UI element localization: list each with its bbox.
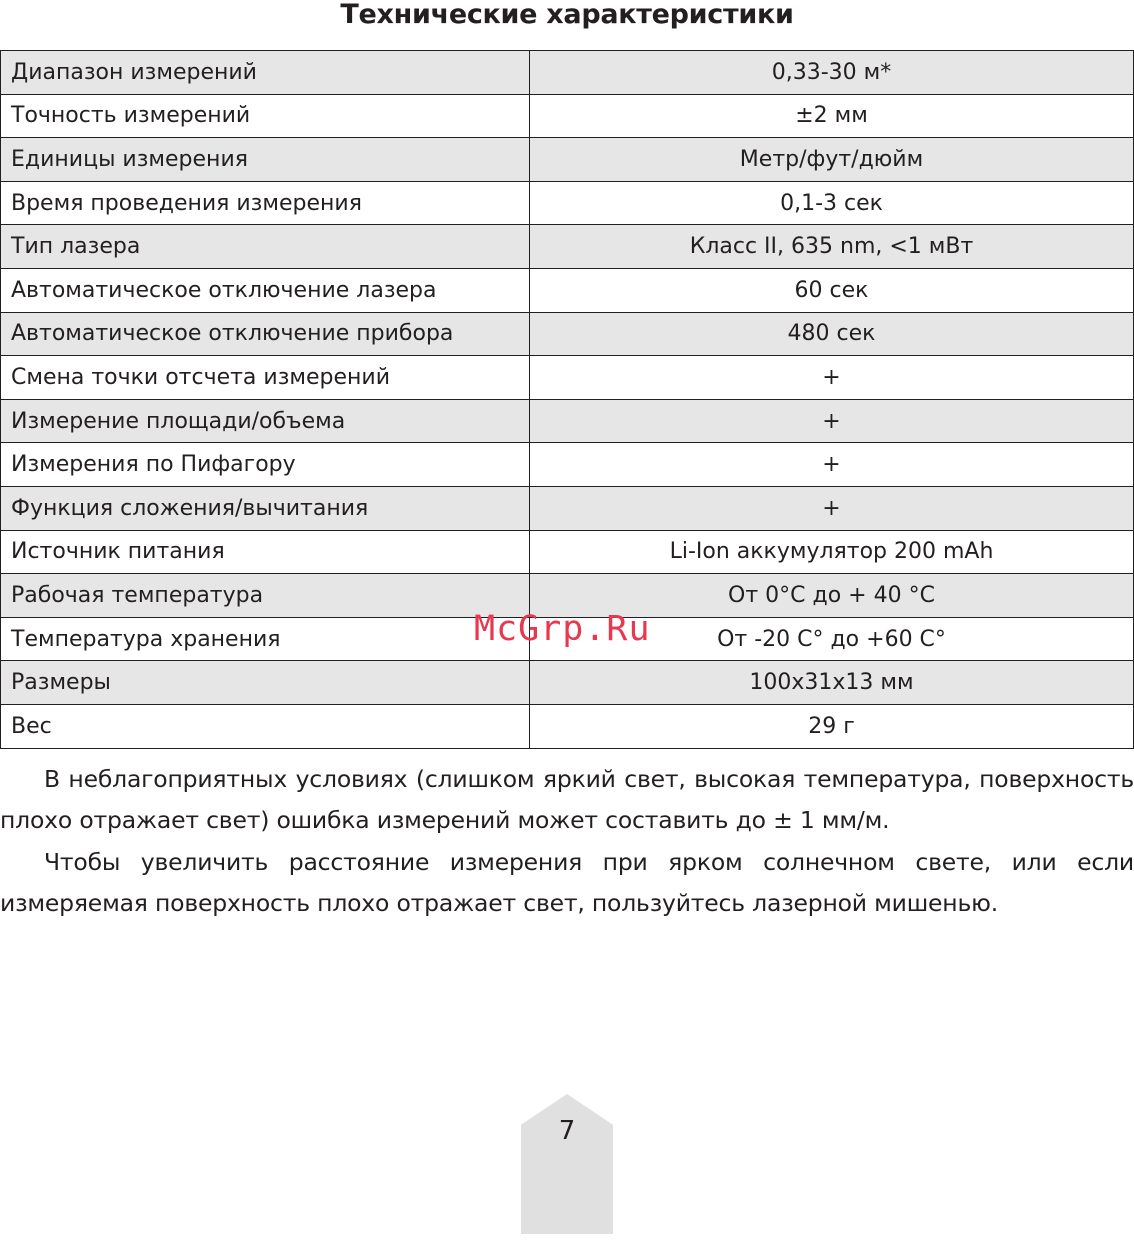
note-paragraph: Чтобы увеличить расстояние измерения при ярком солнечном свете, или если измеряемая поверхность плохо отражает свет, пользуйтесь лазерной мишенью. — [0, 848, 1134, 917]
spec-value: ±2 мм — [530, 94, 1134, 138]
spec-name: Автоматическое отключение прибора — [1, 312, 530, 356]
spec-name: Источник питания — [1, 530, 530, 574]
spec-name: Единицы измерения — [1, 138, 530, 182]
spec-name: Размеры — [1, 661, 530, 705]
spec-value: + — [530, 486, 1134, 530]
table-row — [1, 312, 1134, 356]
spec-value: 100x31x13 мм — [530, 661, 1134, 705]
table-row — [1, 356, 1134, 400]
spec-value: 0,33-30 м* — [530, 51, 1134, 95]
spec-name: Автоматическое отключение лазера — [1, 268, 530, 312]
spec-value: От -20 С° до +60 С° — [530, 617, 1134, 661]
table-row — [1, 181, 1134, 225]
spec-value: + — [530, 356, 1134, 400]
spec-name: Вес — [1, 704, 530, 748]
spec-value: + — [530, 443, 1134, 487]
table-row — [1, 443, 1134, 487]
spec-name: Тип лазера — [1, 225, 530, 269]
spec-value: Класс II, 635 nm, <1 мВт — [530, 225, 1134, 269]
spec-name: Смена точки отсчета измерений — [1, 356, 530, 400]
table-row — [1, 704, 1134, 748]
table-row — [1, 661, 1134, 705]
spec-name: Точность измерений — [1, 94, 530, 138]
table-row — [1, 94, 1134, 138]
spec-value: 29 г — [530, 704, 1134, 748]
spec-name: Измерение площади/объема — [1, 399, 530, 443]
spec-name: Время проведения измерения — [1, 181, 530, 225]
table-row — [1, 138, 1134, 182]
spec-name: Функция сложения/вычитания — [1, 486, 530, 530]
spec-value: Li-Ion аккумулятор 200 mAh — [530, 530, 1134, 574]
table-row — [1, 486, 1134, 530]
note-paragraph: В неблагоприятных условиях (слишком яркий свет, высокая температура, поверхность плохо отражает свет) ошибка измерений может составить до ± 1 мм/м. — [0, 765, 1134, 834]
table-row — [1, 399, 1134, 443]
spec-name: Измерения по Пифагору — [1, 443, 530, 487]
table-row — [1, 268, 1134, 312]
spec-value: 0,1-3 сек — [530, 181, 1134, 225]
table-row — [1, 51, 1134, 95]
spec-value: Метр/фут/дюйм — [530, 138, 1134, 182]
page-title: Технические характеристики — [340, 0, 794, 30]
watermark: McGrp.Ru — [474, 609, 651, 649]
page-number: 7 — [558, 1116, 576, 1146]
spec-value: От 0°C до + 40 °C — [530, 574, 1134, 618]
spec-name: Диапазон измерений — [1, 51, 530, 95]
spec-value: 480 сек — [530, 312, 1134, 356]
spec-name: Температура хранения — [1, 617, 530, 661]
table-row — [1, 225, 1134, 269]
spec-value: 60 сек — [530, 268, 1134, 312]
table-row — [1, 530, 1134, 574]
spec-value: + — [530, 399, 1134, 443]
spec-name: Рабочая температура — [1, 574, 530, 618]
